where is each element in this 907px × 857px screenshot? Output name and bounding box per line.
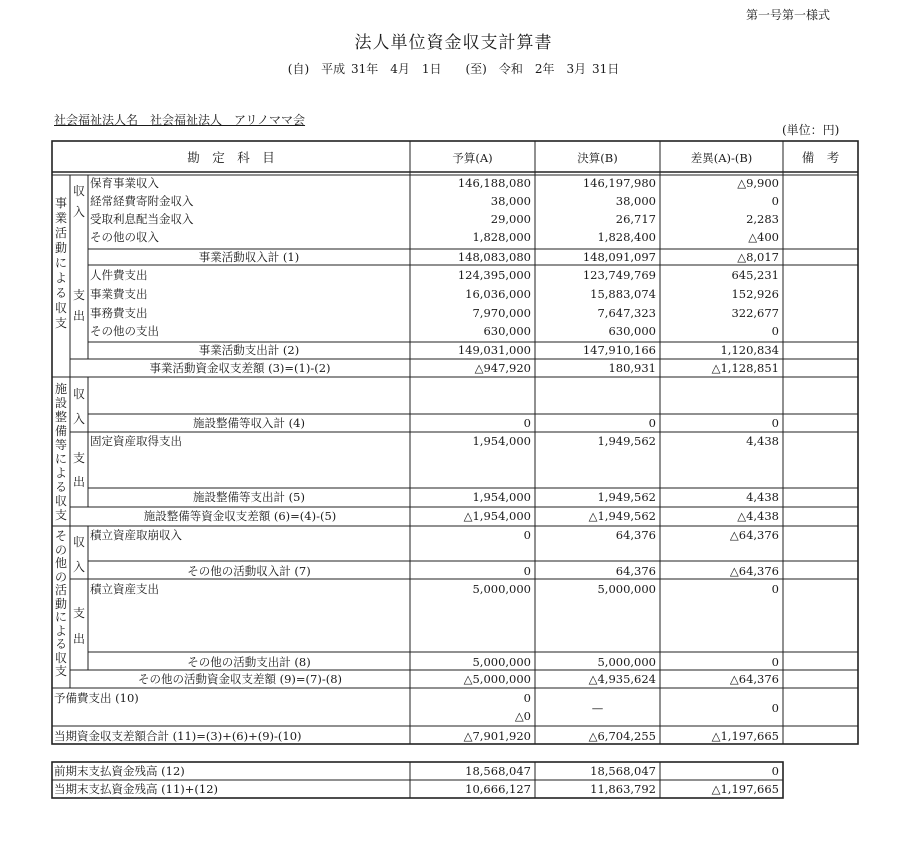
- row-label: 施設整備等支出計 (5): [193, 490, 305, 504]
- row-label: 積立資産取崩収入: [90, 528, 182, 542]
- budget-value: 146,188,080: [457, 176, 531, 190]
- diff-value: △64,376: [729, 672, 779, 686]
- header-remarks: 備 考: [801, 150, 840, 165]
- actual-value: 180,931: [608, 361, 656, 375]
- row-label: 事業費支出: [90, 287, 148, 301]
- row-label: 積立資産支出: [90, 582, 159, 596]
- budget-value: 0: [523, 416, 531, 430]
- diff-value: 4,438: [746, 434, 779, 448]
- budget-value: △5,000,000: [463, 672, 531, 686]
- diff-value: △8,017: [737, 250, 779, 264]
- budget-value: △1,954,000: [463, 509, 531, 523]
- row-label: 経常経費寄附金収入: [90, 194, 194, 208]
- diff-value: △4,438: [737, 509, 779, 523]
- actual-value: —: [591, 701, 604, 715]
- header-budget: 予算(A): [452, 151, 493, 165]
- actual-value: 123,749,769: [582, 268, 656, 282]
- organization-name: 社会福祉法人名 社会福祉法人 アリノママ会: [54, 113, 306, 127]
- diff-value: 2,283: [746, 212, 779, 226]
- diff-value: △64,376: [729, 528, 779, 542]
- budget-value: 124,395,000: [457, 268, 531, 282]
- budget-value: 5,000,000: [472, 582, 531, 596]
- diff-value: 645,231: [731, 268, 779, 282]
- budget-value: 0: [523, 691, 531, 705]
- header-actual: 決算(B): [577, 151, 618, 165]
- row-label: 事務費支出: [90, 306, 148, 320]
- diff-value: 322,677: [731, 306, 779, 320]
- row-label: 施設整備等資金収支差額 (6)=(4)-(5): [143, 509, 337, 523]
- budget-value: 0: [523, 528, 531, 542]
- diff-value: 4,438: [746, 490, 779, 504]
- section-business-label: 事業活動による収支: [54, 196, 67, 330]
- diff-value: 0: [771, 764, 779, 778]
- diff-value: △64,376: [729, 564, 779, 578]
- diff-value: 152,926: [731, 287, 779, 301]
- budget-value: 10,666,127: [465, 782, 531, 796]
- other-income-label: 収入: [72, 535, 85, 574]
- actual-value: 64,376: [615, 564, 656, 578]
- actual-value: 5,000,000: [597, 582, 656, 596]
- diff-value: 0: [771, 655, 779, 669]
- budget-value: 5,000,000: [472, 655, 531, 669]
- actual-value: 1,828,400: [597, 230, 656, 244]
- diff-value: △400: [748, 230, 779, 244]
- actual-value: 147,910,166: [582, 343, 656, 357]
- row-label: 当期末支払資金残高 (11)+(12): [54, 782, 219, 796]
- actual-value: 146,197,980: [582, 176, 656, 190]
- budget-value: 148,083,080: [457, 250, 531, 264]
- diff-value: 0: [771, 701, 779, 715]
- business-expense-label: 支出: [72, 288, 85, 323]
- budget-value: 1,828,000: [472, 230, 531, 244]
- diff-value: △1,197,665: [711, 782, 779, 796]
- budget-value: 0: [523, 564, 531, 578]
- row-label: 事業活動収入計 (1): [198, 250, 300, 264]
- row-label: その他の活動資金収支差額 (9)=(7)-(8): [137, 672, 343, 686]
- diff-value: 0: [771, 194, 779, 208]
- row-label: 受取利息配当金収入: [90, 212, 194, 226]
- budget-value: 18,568,047: [465, 764, 531, 778]
- row-label: その他の収入: [90, 230, 159, 244]
- other-expense-label: 支出: [72, 606, 85, 646]
- header-item: 勘 定 科 目: [187, 150, 275, 165]
- actual-value: △6,704,255: [588, 729, 656, 743]
- budget-value: 38,000: [490, 194, 531, 208]
- actual-value: 0: [648, 416, 656, 430]
- budget-value: △947,920: [474, 361, 531, 375]
- row-label: 固定資産取得支出: [90, 434, 182, 448]
- actual-value: 148,091,097: [582, 250, 656, 264]
- facility-income-label: 収入: [72, 387, 85, 426]
- actual-value: 18,568,047: [590, 764, 656, 778]
- document-title: 法人単位資金収支計算書: [354, 33, 553, 53]
- header-diff: 差異(A)-(B): [690, 151, 753, 165]
- budget-value: 16,036,000: [465, 287, 531, 301]
- diff-value: △9,900: [737, 176, 779, 190]
- row-label: 事業活動資金収支差額 (3)=(1)-(2): [149, 361, 331, 375]
- actual-value: 64,376: [615, 528, 656, 542]
- budget-value-secondary: △0: [514, 709, 531, 723]
- actual-value: 1,949,562: [597, 490, 656, 504]
- section-other-label: その他の活動による収支: [54, 529, 67, 678]
- actual-value: △1,949,562: [588, 509, 656, 523]
- actual-value: 38,000: [615, 194, 656, 208]
- diff-value: 0: [771, 582, 779, 596]
- budget-value: 29,000: [490, 212, 531, 226]
- actual-value: 5,000,000: [597, 655, 656, 669]
- section-facility-label: 施設整備等による収支: [54, 382, 67, 522]
- budget-value: △7,901,920: [463, 729, 531, 743]
- row-label: 事業活動支出計 (2): [198, 343, 300, 357]
- row-label: その他の活動収入計 (7): [187, 564, 311, 578]
- row-label: 人件費支出: [90, 268, 148, 282]
- row-label: 保育事業収入: [90, 176, 159, 190]
- row-label: 前期末支払資金残高 (12): [54, 764, 185, 778]
- diff-value: 0: [771, 324, 779, 338]
- row-label: その他の活動支出計 (8): [187, 655, 311, 669]
- budget-value: 1,954,000: [472, 434, 531, 448]
- budget-value: 630,000: [483, 324, 531, 338]
- row-label: その他の支出: [90, 324, 159, 338]
- row-label: 施設整備等収入計 (4): [193, 416, 305, 430]
- diff-value: △1,197,665: [711, 729, 779, 743]
- actual-value: △4,935,624: [588, 672, 656, 686]
- diff-value: △1,128,851: [711, 361, 779, 375]
- facility-expense-label: 支出: [72, 451, 85, 489]
- fiscal-period: (自) 平成 31年 4月 1日 (至) 令和 2年 3月 31日: [287, 62, 620, 76]
- row-label: 予備費支出 (10): [54, 691, 139, 705]
- diff-value: 1,120,834: [720, 343, 779, 357]
- row-label: 当期資金収支差額合計 (11)=(3)+(6)+(9)-(10): [54, 729, 302, 743]
- actual-value: 15,883,074: [590, 287, 656, 301]
- actual-value: 7,647,323: [597, 306, 656, 320]
- diff-value: 0: [771, 416, 779, 430]
- actual-value: 26,717: [615, 212, 656, 226]
- business-income-label: 収入: [72, 184, 85, 219]
- budget-value: 149,031,000: [457, 343, 531, 357]
- budget-value: 7,970,000: [472, 306, 531, 320]
- actual-value: 630,000: [608, 324, 656, 338]
- currency-unit: (単位：円): [782, 123, 840, 137]
- actual-value: 11,863,792: [590, 782, 656, 796]
- form-number: 第一号第一様式: [746, 8, 831, 22]
- budget-value: 1,954,000: [472, 490, 531, 504]
- actual-value: 1,949,562: [597, 434, 656, 448]
